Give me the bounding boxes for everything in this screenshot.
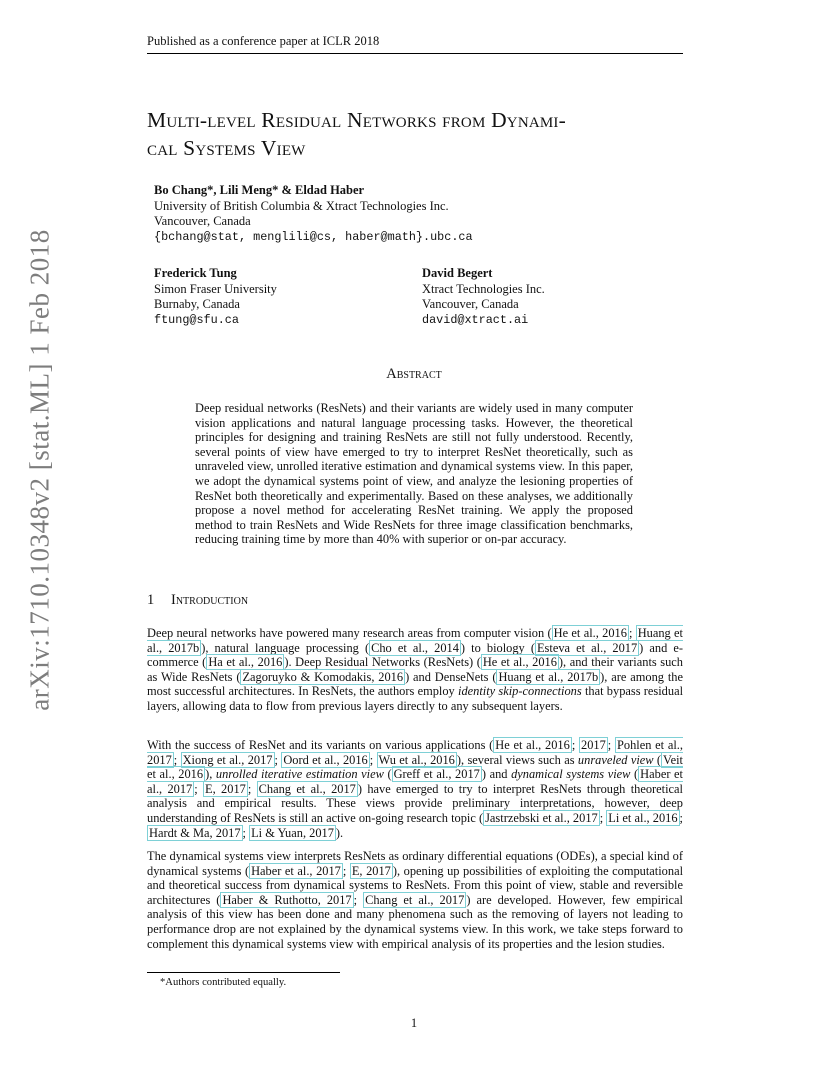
header-rule [147,53,683,54]
section-title: Introduction [171,592,249,608]
abstract-text: Deep residual networks (ResNets) and their variants are widely used in many computer vision applications and natural language processing tasks. However, the theoretical principles for designing and training ResNets are still not fully understood. Recently, several points of view have emerged to try to interpret ResNet theoretically, such as unraveled view, unrolled iterative estimation and dynamical systems view. In this paper, we adopt the dynamical systems point of view, and analyze the lesioning properties of ResNet both theoretically and experimentally. Based on these analyses, we additionally propose a novel method for accelerating ResNet training. We apply the proposed method to train ResNets and Wide ResNets for three image classification benchmarks, reducing training time by more than 40% with superior or on-par accuracy. [195,401,633,547]
intro-paragraph-3: The dynamical systems view interprets ResNets as ordinary differential equations (ODEs), a special kind of dynamical systems ( Haber et al., 2017 ; E, 2017 ), opening up possibilities of exploiting the computational and theoretical success from dynamical systems to ResNets. From this point of view, stable and reversible architectures ( Haber & Ruthotto, 2017 ; Chang et al., 2017 ) are developed. However, few empirical analysis of this view has been done and many phenomena such as the removing of layers not leading to performance drop are not explained by the dynamical systems view. In this work, we take steps forward to complement this dynamical systems view with empirical analysis of its properties and the lesion studies. [147,849,684,951]
author3-name: David Begert [422,266,493,280]
title-line-1: Multi-level Residual Networks from Dynami- [147,108,566,132]
section-number: 1 [147,592,155,608]
author3-location: Vancouver, Canada [422,297,519,311]
author2-affiliation: Simon Fraser University [154,281,277,296]
intro-paragraph-1: Deep neural networks have powered many research areas from computer vision ( He et al., 2016 ; Huang et al., 2017b ), natural language processing ( Cho et al., 2014 ) to biology ( Esteva et al., 2017 ) and e-commerce ( Ha et al., 2016 ). Deep Residual Networks (ResNets) ( He et al., 2016 ), and their variants such as Wide ResNets ( Zagoruyko & Komodakis, 2016 ) and DenseNets ( Huang et al., 2017b ), are among the most successful architectures. In ResNets, the authors employ identity skip-connections that bypass residual layers, allowing data to flow from previous layers directly to any subsequent layers. [147,626,684,713]
title-line-2: cal Systems View [147,136,306,160]
author3-email[interactable]: david@xtract.ai [422,312,529,327]
author-email[interactable]: {bchang@stat, menglili@cs, haber@math}.ubc.ca [154,229,473,244]
footnote-rule [147,972,340,973]
intro-paragraph-2: With the success of ResNet and its variants on various applications ( He et al., 2016 ; 2017 ; Pohlen et al., 2017 ; Xiong et al., 2017 ; Oord et al., 2016 ; Wu et al., 2016 ), several views such as unraveled view ( Veit et al., 2016 ), unrolled iterative estimation view ( Greff et al., 2017 ) and dynamical systems view ( Haber et al., 2017 ; E, 2017 ; Chang et al., 2017 ) have emerged to try to interpret ResNets through theoretical analysis and empirical results. These views provide preliminary interpretations, however, deep understanding of ResNets is still an active on-going research topic ( Jastrzebski et al., 2017 ; Li et al., 2016 ; Hardt & Ma, 2017 ; Li & Yuan, 2017 ). [147,738,683,840]
running-header: Published as a conference paper at ICLR 2018 [147,34,380,48]
author-block-tung [154,266,277,328]
author2-location: Burnaby, Canada [154,297,240,311]
author-block-begert [422,266,545,328]
footnote: *Authors contributed equally. [160,977,287,988]
author-names: Bo Chang*, Lili Meng* & Eldad Haber [154,183,365,197]
arxiv-stamp-text: arXiv:1710.10348v2 [stat.ML] 1 Feb 2018 [24,229,55,711]
author-location: Vancouver, Canada [154,214,251,228]
author2-name: Frederick Tung [154,266,237,280]
author3-affiliation: Xtract Technologies Inc. [422,281,545,296]
abstract-heading: Abstract [386,366,442,382]
author-block-main [154,183,473,245]
author2-email[interactable]: ftung@sfu.ca [154,312,239,327]
author-affiliation: University of British Columbia & Xtract Technologies Inc. [154,198,449,213]
paper-title [147,106,707,162]
section-heading [147,592,248,609]
page-number: 1 [410,1016,418,1030]
